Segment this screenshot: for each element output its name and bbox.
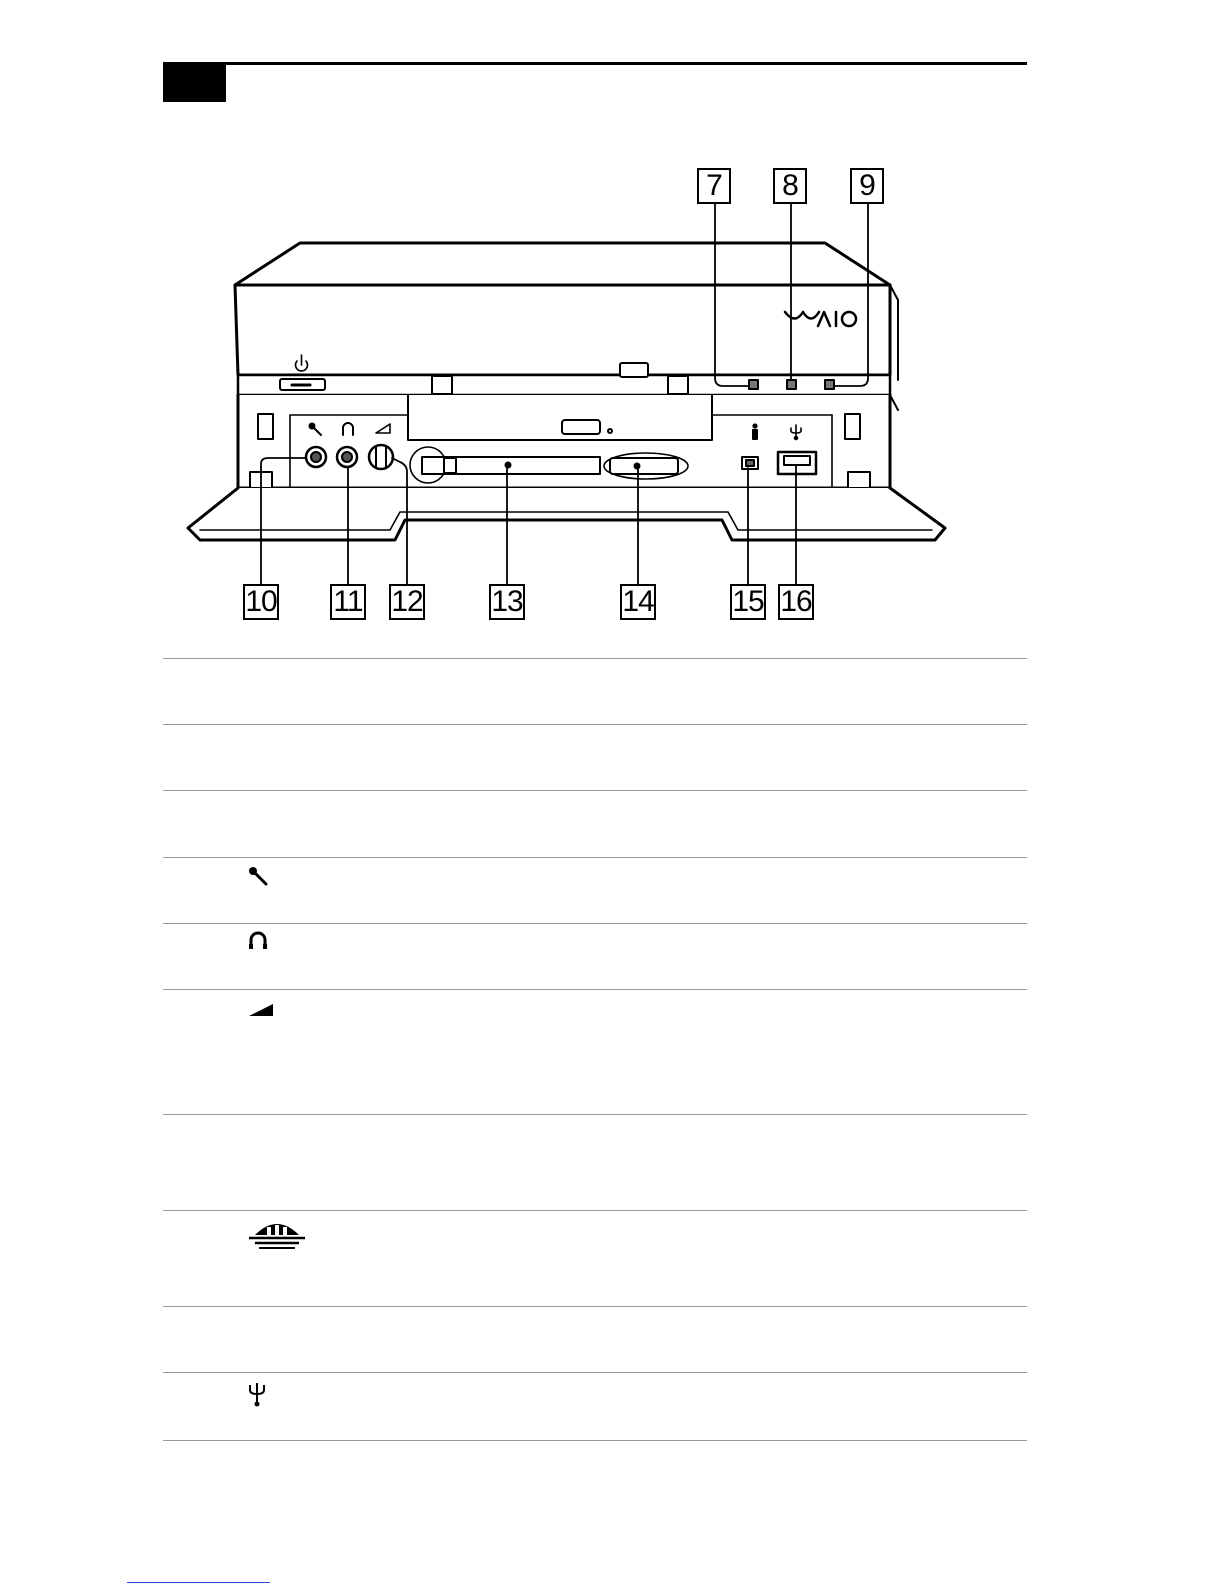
callout-13: 13 (489, 584, 525, 620)
table-row (163, 658, 1027, 724)
table-row (163, 1210, 1027, 1306)
callout-15: 15 (730, 584, 766, 620)
table-row (163, 1372, 1027, 1440)
table-row (163, 1114, 1027, 1210)
footer-link-underline[interactable] (127, 1582, 270, 1583)
table-row (163, 1306, 1027, 1372)
callout-8: 8 (773, 168, 807, 204)
table-row (163, 724, 1027, 790)
front-panel-drawing (0, 0, 1225, 640)
callout-7: 7 (697, 168, 731, 204)
callout-14: 14 (620, 584, 656, 620)
table-row (163, 989, 1027, 1114)
headphones-icon (247, 930, 307, 970)
callout-16: 16 (778, 584, 814, 620)
table-row (163, 923, 1027, 989)
volume-icon (247, 996, 307, 1036)
callout-10: 10 (243, 584, 279, 620)
panel-ilink-icon (753, 424, 757, 439)
table-bottom-rule (163, 1440, 1027, 1441)
table-row (163, 857, 1027, 923)
microphone-icon (247, 864, 307, 904)
front-panel-illustration (0, 0, 1225, 640)
usb-icon (247, 1379, 307, 1419)
memory-stick-icon (247, 1215, 307, 1255)
callout-12: 12 (389, 584, 425, 620)
callout-11: 11 (330, 584, 366, 620)
callout-9: 9 (850, 168, 884, 204)
table-row (163, 790, 1027, 857)
